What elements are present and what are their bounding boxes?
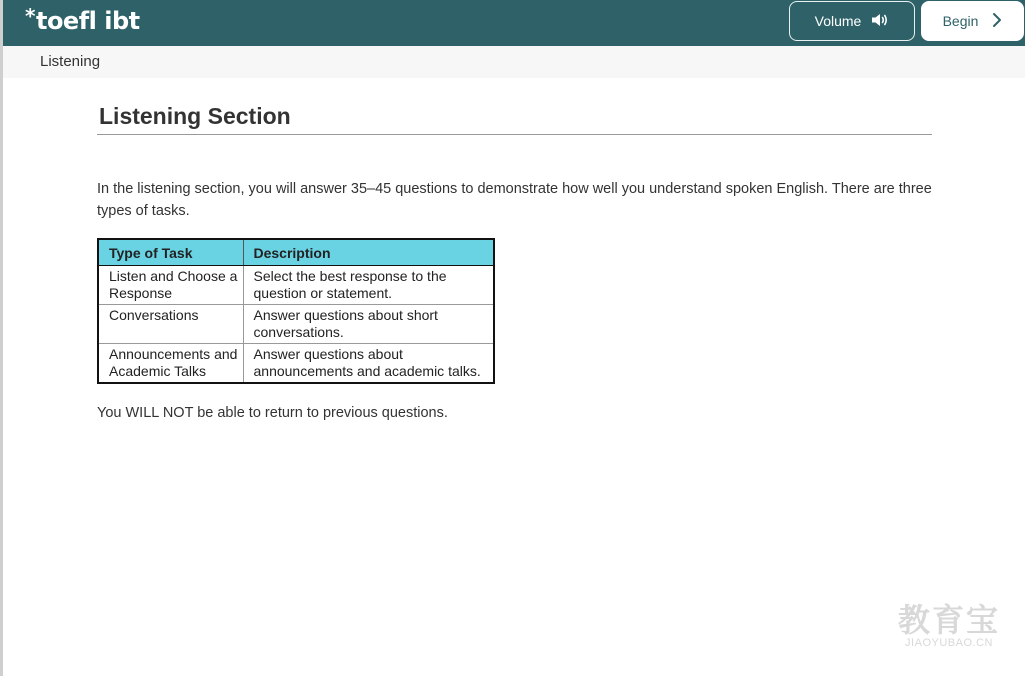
begin-button[interactable] — [921, 1, 1024, 41]
column-header-description: Description — [243, 239, 494, 265]
top-bar — [3, 0, 1025, 46]
table-header-row — [98, 239, 494, 265]
begin-label: Begin — [942, 13, 979, 29]
table-row — [98, 343, 494, 383]
window-edge — [0, 0, 3, 676]
jiaoyubao-watermark — [893, 603, 1005, 649]
section-name: Listening — [40, 53, 101, 70]
volume-button[interactable] — [789, 1, 915, 41]
task-description-cell: Answer questions about announcements and academic talks. — [243, 343, 494, 383]
task-description-cell: Select the best response to the question or statement. — [243, 265, 494, 304]
speaker-icon — [871, 12, 889, 31]
intro-text: In the listening section, you will answer 35–45 questions to demonstrate how well you understand spoken English. There are three types of tasks. — [97, 181, 932, 219]
no-return-warning: You WILL NOT be able to return to previous questions. — [97, 404, 448, 421]
task-type-cell: Listen and Choose a Response — [98, 265, 243, 304]
page-title: Listening Section — [97, 100, 932, 135]
toefl-ibt-logo — [25, 6, 140, 37]
chevron-right-icon — [992, 12, 1002, 31]
logo-mark: * — [25, 4, 35, 28]
task-type-cell: Announcements and Academic Talks — [98, 343, 243, 383]
table-row — [98, 265, 494, 304]
watermark-en: JIAOYUBAO.CN — [905, 637, 993, 649]
volume-label: Volume — [814, 13, 862, 29]
task-types-table — [97, 238, 495, 384]
logo-text: toefl ibt — [35, 7, 140, 35]
task-type-cell: Conversations — [98, 304, 243, 343]
watermark-cn: 教育宝 — [897, 602, 1000, 638]
column-header-type: Type of Task — [98, 239, 243, 265]
task-description-cell: Answer questions about short conversations. — [243, 304, 494, 343]
table-row — [98, 304, 494, 343]
main-content — [97, 100, 932, 421]
section-bar — [3, 46, 1025, 78]
